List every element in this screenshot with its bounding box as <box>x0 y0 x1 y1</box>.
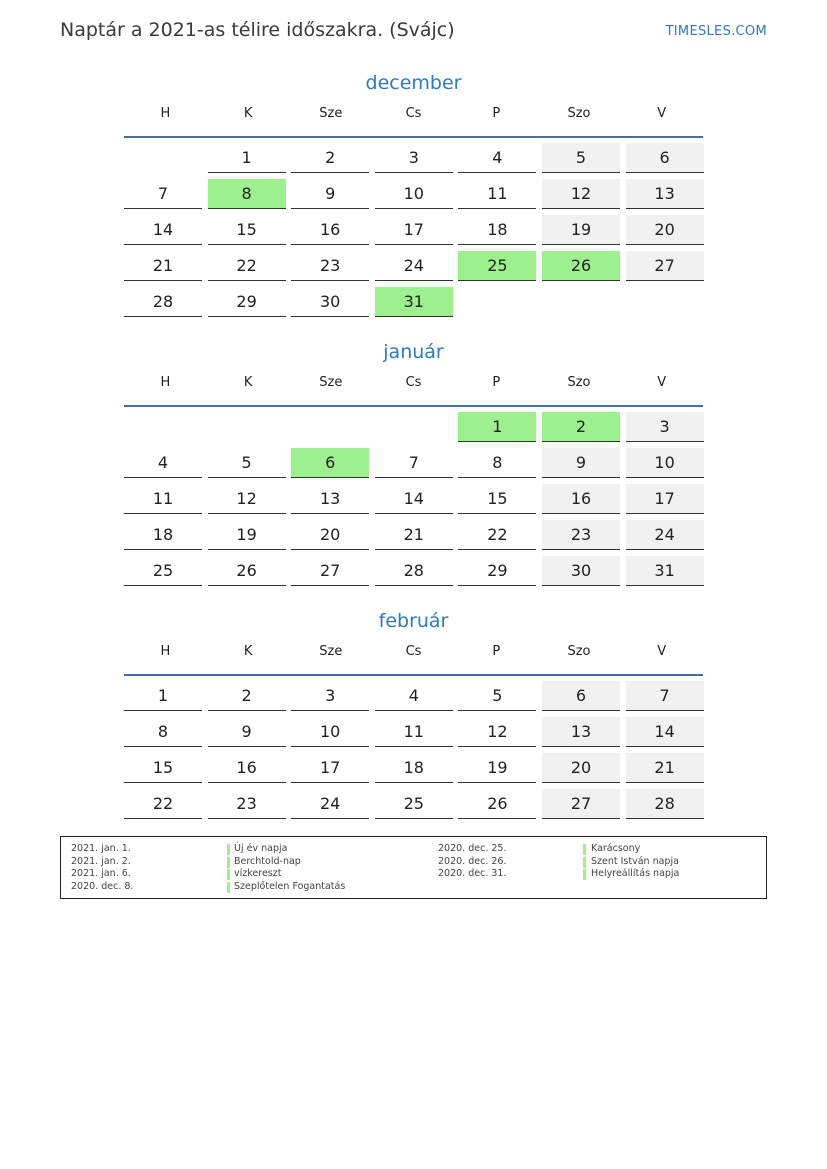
day-cell: 1 <box>208 143 286 173</box>
day-cell: 3 <box>626 412 704 442</box>
day-cell: 14 <box>375 484 453 514</box>
day-cell: 12 <box>458 717 536 747</box>
day-cell: 3 <box>291 681 369 711</box>
day-cell: 19 <box>542 215 620 245</box>
month-1 <box>124 68 703 323</box>
day-cell: 14 <box>626 717 704 747</box>
weekday-label: Cs <box>405 106 422 121</box>
day-cell: 15 <box>124 753 202 783</box>
day-cell: 10 <box>375 179 453 209</box>
weekday-label: V <box>657 644 667 659</box>
day-cell: 5 <box>542 143 620 173</box>
weekday-header <box>124 375 703 401</box>
brand-link[interactable]: TIMESLES.COM <box>665 24 767 39</box>
day-cell: 22 <box>124 789 202 819</box>
weekday-label: Cs <box>405 644 422 659</box>
page-title: Naptár a 2021-as télire időszakra. (Svájc) <box>60 19 455 41</box>
weekday-label: V <box>657 106 667 121</box>
holiday-day-cell: 2 <box>542 412 620 442</box>
day-cell: 19 <box>208 520 286 550</box>
day-cell: 4 <box>458 143 536 173</box>
day-cell: 22 <box>458 520 536 550</box>
weekday-label: Szo <box>567 375 591 390</box>
weekday-label: H <box>160 375 171 390</box>
holiday-day-cell: 25 <box>458 251 536 281</box>
day-cell: 11 <box>124 484 202 514</box>
day-cell: 20 <box>626 215 704 245</box>
day-cell: 4 <box>124 448 202 478</box>
day-cell: 21 <box>375 520 453 550</box>
legend-color-swatch <box>227 882 230 893</box>
weekday-label: P <box>492 106 501 121</box>
month-name: december <box>365 72 462 94</box>
day-cell: 29 <box>458 556 536 586</box>
day-cell: 27 <box>542 789 620 819</box>
day-cell: 17 <box>626 484 704 514</box>
holiday-day-cell: 26 <box>542 251 620 281</box>
weekday-label: Sze <box>319 644 343 659</box>
month-name: január <box>383 341 444 363</box>
day-cell: 16 <box>542 484 620 514</box>
weekday-label: K <box>243 375 253 390</box>
legend-date: 2020. dec. 31. <box>438 868 507 879</box>
day-cell: 5 <box>208 448 286 478</box>
holiday-day-cell: 1 <box>458 412 536 442</box>
day-cell: 28 <box>375 556 453 586</box>
legend-date: 2020. dec. 25. <box>438 843 507 854</box>
weekday-label: K <box>243 644 253 659</box>
month-2 <box>124 337 703 592</box>
day-cell: 7 <box>375 448 453 478</box>
day-cell: 16 <box>291 215 369 245</box>
day-cell: 2 <box>291 143 369 173</box>
day-cell: 18 <box>124 520 202 550</box>
day-cell: 24 <box>291 789 369 819</box>
day-cell: 12 <box>542 179 620 209</box>
holiday-day-cell: 6 <box>291 448 369 478</box>
legend-holiday-name: Helyreállítás napja <box>591 868 680 879</box>
holiday-day-cell: 31 <box>375 287 453 317</box>
day-cell: 23 <box>208 789 286 819</box>
day-cell: 19 <box>458 753 536 783</box>
holiday-legend <box>60 836 767 899</box>
day-cell: 21 <box>626 753 704 783</box>
day-cell: 25 <box>124 556 202 586</box>
day-cell: 8 <box>458 448 536 478</box>
weekday-label: K <box>243 106 253 121</box>
legend-color-swatch <box>227 869 230 880</box>
day-cell: 13 <box>291 484 369 514</box>
day-grid <box>124 138 703 323</box>
weekday-label: Cs <box>405 375 422 390</box>
legend-date: 2020. dec. 26. <box>438 855 507 867</box>
weekday-label: Szo <box>567 106 591 121</box>
day-grid <box>124 407 703 592</box>
day-cell: 11 <box>375 717 453 747</box>
day-cell: 5 <box>458 681 536 711</box>
day-cell: 9 <box>208 717 286 747</box>
day-cell: 29 <box>208 287 286 317</box>
legend-holiday-name: Szent István napja <box>591 855 679 867</box>
holiday-day-cell: 8 <box>208 179 286 209</box>
day-cell: 23 <box>542 520 620 550</box>
day-cell: 7 <box>124 179 202 209</box>
day-cell: 23 <box>291 251 369 281</box>
weekday-label: Sze <box>319 375 343 390</box>
day-cell: 27 <box>291 556 369 586</box>
day-cell: 21 <box>124 251 202 281</box>
legend-holiday-name: Karácsony <box>591 843 641 854</box>
legend-date: 2021. jan. 2. <box>71 855 131 867</box>
day-cell: 28 <box>626 789 704 819</box>
day-cell: 24 <box>626 520 704 550</box>
day-cell: 2 <box>208 681 286 711</box>
legend-color-swatch <box>583 869 586 880</box>
weekday-label: H <box>160 106 171 121</box>
weekday-header <box>124 106 703 132</box>
day-cell: 6 <box>626 143 704 173</box>
day-cell: 30 <box>542 556 620 586</box>
weekday-label: H <box>160 644 171 659</box>
day-cell: 3 <box>375 143 453 173</box>
day-cell: 12 <box>208 484 286 514</box>
legend-holiday-name: vízkereszt <box>234 868 282 879</box>
legend-date: 2021. jan. 1. <box>71 843 131 854</box>
legend-date: 2021. jan. 6. <box>71 868 131 879</box>
day-cell: 15 <box>458 484 536 514</box>
legend-holiday-name: Szeplőtelen Fogantatás <box>234 880 346 892</box>
legend-color-swatch <box>227 857 230 868</box>
day-cell: 31 <box>626 556 704 586</box>
day-cell: 27 <box>626 251 704 281</box>
day-cell: 20 <box>291 520 369 550</box>
day-cell: 20 <box>542 753 620 783</box>
day-grid <box>124 676 703 825</box>
day-cell: 10 <box>291 717 369 747</box>
day-cell: 18 <box>375 753 453 783</box>
legend-color-swatch <box>227 844 230 855</box>
day-cell: 16 <box>208 753 286 783</box>
day-cell: 9 <box>542 448 620 478</box>
day-cell: 30 <box>291 287 369 317</box>
legend-holiday-name: Új év napja <box>234 843 288 854</box>
day-cell: 13 <box>626 179 704 209</box>
day-cell: 22 <box>208 251 286 281</box>
day-cell: 24 <box>375 251 453 281</box>
day-cell: 9 <box>291 179 369 209</box>
day-cell: 7 <box>626 681 704 711</box>
day-cell: 13 <box>542 717 620 747</box>
day-cell: 18 <box>458 215 536 245</box>
day-cell: 15 <box>208 215 286 245</box>
weekday-label: P <box>492 375 501 390</box>
legend-color-swatch <box>583 857 586 868</box>
day-cell: 8 <box>124 717 202 747</box>
day-cell: 26 <box>458 789 536 819</box>
day-cell: 28 <box>124 287 202 317</box>
day-cell: 17 <box>291 753 369 783</box>
month-3 <box>124 606 703 825</box>
legend-date: 2020. dec. 8. <box>71 880 134 892</box>
weekday-label: Sze <box>319 106 343 121</box>
weekday-label: P <box>492 644 501 659</box>
weekday-label: Szo <box>567 644 591 659</box>
day-cell: 14 <box>124 215 202 245</box>
day-cell: 6 <box>542 681 620 711</box>
day-cell: 17 <box>375 215 453 245</box>
weekday-label: V <box>657 375 667 390</box>
weekday-header <box>124 644 703 670</box>
day-cell: 11 <box>458 179 536 209</box>
month-name: február <box>378 610 449 632</box>
day-cell: 1 <box>124 681 202 711</box>
day-cell: 10 <box>626 448 704 478</box>
day-cell: 26 <box>208 556 286 586</box>
day-cell: 4 <box>375 681 453 711</box>
day-cell: 25 <box>375 789 453 819</box>
legend-color-swatch <box>583 844 586 855</box>
legend-holiday-name: Berchtold-nap <box>234 855 301 867</box>
